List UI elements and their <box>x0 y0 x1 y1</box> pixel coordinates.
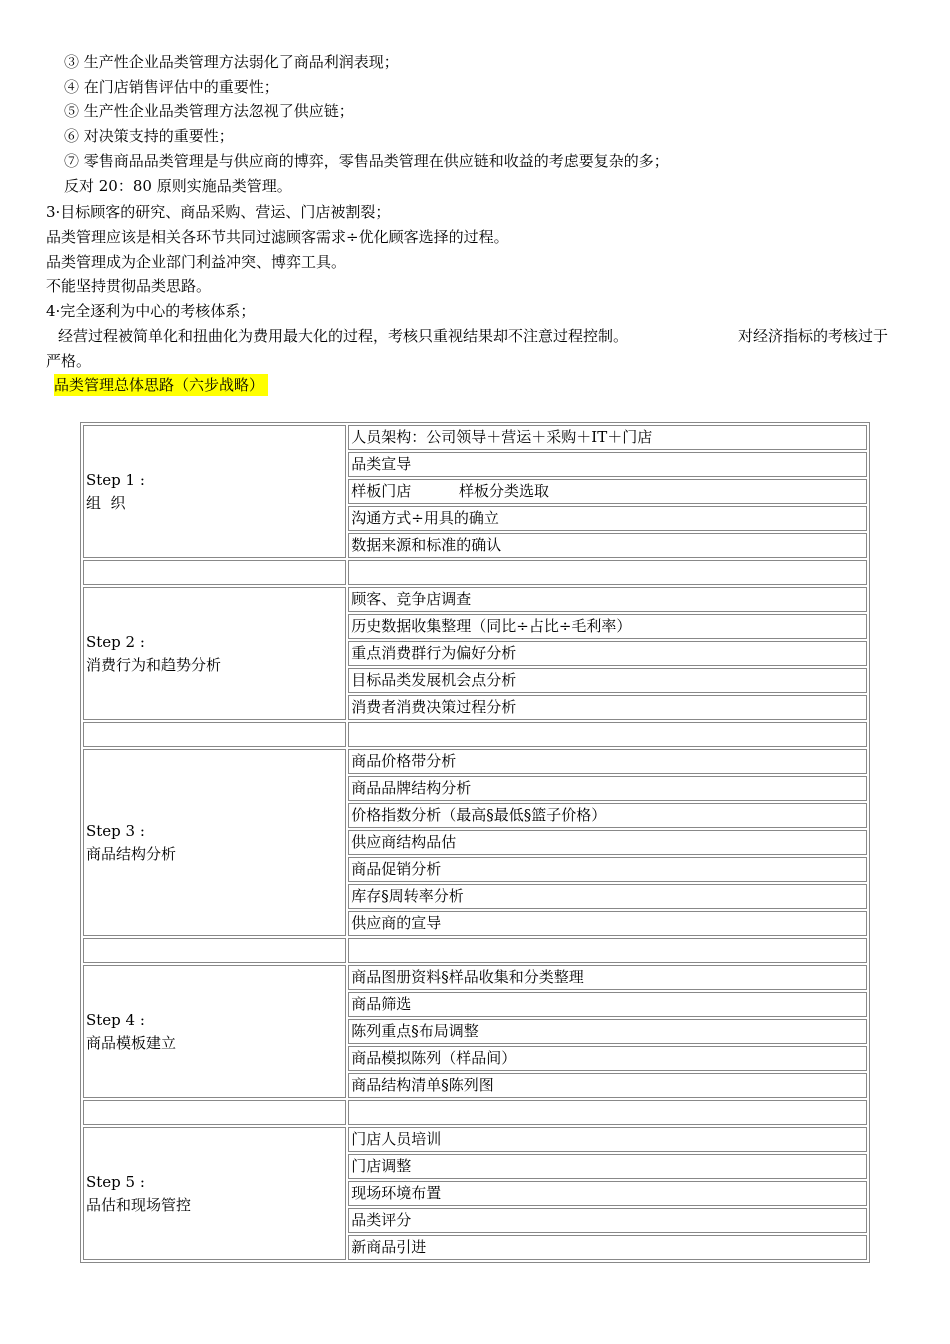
step-label-cell <box>83 1127 346 1260</box>
step-name: 组 织 <box>86 493 126 512</box>
section4-line: 严格。 <box>46 352 92 370</box>
step-item: 商品品牌结构分析 <box>348 776 867 801</box>
spacer-row <box>83 560 867 585</box>
step-item: 价格指数分析（最高§最低§篮子价格） <box>348 803 867 828</box>
step-label-cell <box>83 425 346 558</box>
step-item: 目标品类发展机会点分析 <box>348 668 867 693</box>
empty-cell <box>83 560 346 585</box>
step-number: Step 5 : <box>86 1172 145 1191</box>
step-item: 商品促销分析 <box>348 857 867 882</box>
intro-line: 反对 20：80 原则实施品类管理。 <box>64 177 292 195</box>
step-label-cell <box>83 749 346 936</box>
spacer-row <box>83 938 867 963</box>
step-label-cell <box>83 587 346 720</box>
step-number: Step 1 : <box>86 470 145 489</box>
intro-line: ⑥ 对决策支持的重要性； <box>64 127 234 145</box>
empty-cell <box>348 722 867 747</box>
section3-line: 品类管理应该是相关各环节共同过滤顾客需求÷优化顾客选择的过程。 <box>46 228 509 246</box>
intro-line: ③ 生产性企业品类管理方法弱化了商品利润表现； <box>64 53 399 71</box>
step-item: 商品结构清单§陈列图 <box>348 1073 867 1098</box>
step-name: 商品模板建立 <box>86 1033 177 1052</box>
step-item: 历史数据收集整理（同比÷占比÷毛利率） <box>348 614 867 639</box>
step-number: Step 2 : <box>86 632 145 651</box>
step-item: 库存§周转率分析 <box>348 884 867 909</box>
empty-cell <box>348 938 867 963</box>
six-step-table <box>80 422 870 1263</box>
step-item: 供应商结构品估 <box>348 830 867 855</box>
step-item: 品类评分 <box>348 1208 867 1233</box>
step-number: Step 4 : <box>86 1010 145 1029</box>
step-item: 商品图册资料§样品收集和分类整理 <box>348 965 867 990</box>
step-item: 现场环境布置 <box>348 1181 867 1206</box>
step-item: 重点消费群行为偏好分析 <box>348 641 867 666</box>
step-row <box>83 749 867 774</box>
intro-line: ④ 在门店销售评估中的重要性； <box>64 78 279 96</box>
step-item: 门店调整 <box>348 1154 867 1179</box>
highlight-title: 品类管理总体思路（六步战略） <box>54 374 268 396</box>
empty-cell <box>348 560 867 585</box>
step-item: 商品筛选 <box>348 992 867 1017</box>
step-item: 品类宣导 <box>348 452 867 477</box>
empty-cell <box>83 1100 346 1125</box>
step-row <box>83 965 867 990</box>
section3-line: 品类管理成为企业部门利益冲突、博弈工具。 <box>46 253 347 271</box>
step-row <box>83 1127 867 1152</box>
step-item: 门店人员培训 <box>348 1127 867 1152</box>
step-row <box>83 587 867 612</box>
step-item: 商品价格带分析 <box>348 749 867 774</box>
step-item: 商品模拟陈列（样品间） <box>348 1046 867 1071</box>
spacer-row <box>83 1100 867 1125</box>
empty-cell <box>348 1100 867 1125</box>
step-row <box>83 425 867 450</box>
section3-line: 不能坚持贯彻品类思路。 <box>46 277 212 295</box>
section4-line: 经营过程被简单化和扭曲化为费用最大化的过程，考核只重视结果却不注意过程控制。 <box>58 327 629 345</box>
spacer-row <box>83 722 867 747</box>
step-item: 沟通方式÷用具的确立 <box>348 506 867 531</box>
step-name: 商品结构分析 <box>86 844 177 863</box>
section4-line-tail: 对经济指标的考核过于 <box>738 327 889 345</box>
section4-heading: 4·完全逐利为中心的考核体系； <box>46 302 256 320</box>
step-name: 品估和现场管控 <box>86 1195 192 1214</box>
step-label-cell <box>83 965 346 1098</box>
step-item: 数据来源和标准的确认 <box>348 533 867 558</box>
empty-cell <box>83 938 346 963</box>
step-item: 新商品引进 <box>348 1235 867 1260</box>
step-item: 样板门店 样板分类选取 <box>348 479 867 504</box>
step-item: 顾客、竞争店调查 <box>348 587 867 612</box>
step-item: 人员架构：公司领导＋营运＋采购＋IT＋门店 <box>348 425 867 450</box>
step-item: 陈列重点§布局调整 <box>348 1019 867 1044</box>
step-name: 消费行为和趋势分析 <box>86 655 222 674</box>
intro-line: ⑤ 生产性企业品类管理方法忽视了供应链； <box>64 102 354 120</box>
step-item: 供应商的宣导 <box>348 911 867 936</box>
section3-heading: 3·目标顾客的研究、商品采购、营运、门店被割裂； <box>46 203 391 221</box>
step-item: 消费者消费决策过程分析 <box>348 695 867 720</box>
empty-cell <box>83 722 346 747</box>
step-number: Step 3 : <box>86 821 145 840</box>
intro-line: ⑦ 零售商品品类管理是与供应商的博弈，零售品类管理在供应链和收益的考虑要复杂的多； <box>64 152 669 170</box>
